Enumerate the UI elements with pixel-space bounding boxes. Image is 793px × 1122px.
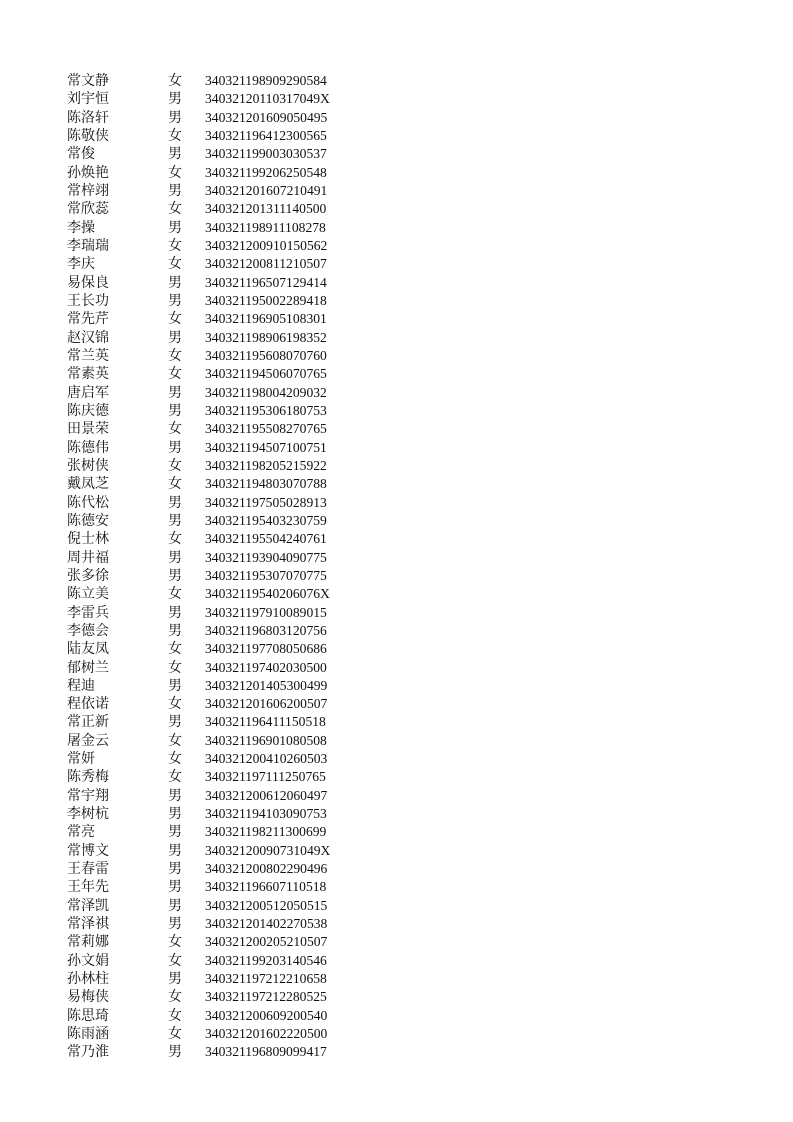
person-name: 李瑞瑞 <box>67 237 109 254</box>
person-gender: 男 <box>168 182 182 199</box>
person-id-number: 340321195504240761 <box>205 531 327 547</box>
person-name: 常文静 <box>67 73 109 89</box>
person-gender: 女 <box>168 531 182 548</box>
person-name: 周井福 <box>67 549 109 566</box>
person-name: 陈庆德 <box>67 402 109 419</box>
person-id-number: 340321201602220500 <box>205 1026 328 1042</box>
person-name: 郁树兰 <box>67 659 109 676</box>
person-name: 李庆 <box>67 256 95 273</box>
person-gender: 女 <box>168 1007 182 1024</box>
person-id-number: 340321194103090753 <box>205 806 327 822</box>
person-gender: 女 <box>168 586 182 603</box>
person-id-number: 340321199206250548 <box>205 164 327 180</box>
person-gender: 男 <box>168 512 182 529</box>
person-id-number: 340321200802290496 <box>205 861 328 877</box>
person-id-number: 340321201311140500 <box>205 201 327 217</box>
person-gender: 男 <box>168 677 182 694</box>
person-gender: 女 <box>168 256 182 273</box>
person-name: 刘宇恒 <box>67 91 109 108</box>
person-gender: 男 <box>168 439 182 456</box>
person-gender: 男 <box>168 567 182 584</box>
person-name: 易梅侠 <box>67 989 109 1006</box>
person-id-number: 340321198004209032 <box>205 384 327 400</box>
person-name: 张多徐 <box>67 567 109 584</box>
person-gender: 男 <box>168 787 182 804</box>
person-gender: 男 <box>168 971 182 988</box>
person-gender: 男 <box>168 916 182 933</box>
person-name: 常泽祺 <box>67 916 109 933</box>
person-id-number: 340321197111250765 <box>205 769 326 785</box>
person-gender: 男 <box>168 842 182 859</box>
person-gender: 男 <box>168 109 182 126</box>
person-id-number: 340321194507100751 <box>205 439 327 455</box>
person-name: 常宇翔 <box>67 787 109 804</box>
person-gender: 女 <box>168 732 182 749</box>
person-id-number: 340321201607210491 <box>205 182 328 198</box>
person-id-number: 340321200910150562 <box>205 237 328 253</box>
person-gender: 女 <box>168 769 182 786</box>
person-name: 张树侠 <box>67 457 109 474</box>
person-id-number: 340321195002289418 <box>205 292 327 308</box>
person-id-number: 340321196809099417 <box>205 1044 327 1060</box>
person-name: 陈德伟 <box>67 439 109 456</box>
person-id-number: 340321196411150518 <box>205 714 326 730</box>
person-gender: 女 <box>168 934 182 951</box>
person-id-number: 340321197910089015 <box>205 604 327 620</box>
person-id-number: 340321201402270538 <box>205 916 328 932</box>
person-id-number: 340321196803120756 <box>205 622 327 638</box>
person-id-number: 340321201405300499 <box>205 677 328 693</box>
person-id-number: 340321197505028913 <box>205 494 327 510</box>
person-name: 陈立美 <box>67 586 109 603</box>
person-id-number: 340321195608070760 <box>205 347 327 363</box>
person-gender: 男 <box>168 274 182 291</box>
person-id-number: 340321193904090775 <box>205 549 327 565</box>
person-gender: 女 <box>168 1026 182 1043</box>
person-gender: 男 <box>168 329 182 346</box>
person-gender: 女 <box>168 237 182 254</box>
person-name: 孙焕艳 <box>67 164 109 181</box>
person-gender: 男 <box>168 824 182 841</box>
person-name: 陈代松 <box>67 494 109 511</box>
person-gender: 男 <box>168 806 182 823</box>
person-name: 陈秀梅 <box>67 769 109 786</box>
person-id-number: 340321196901080508 <box>205 732 327 748</box>
person-id-number: 340321198906198352 <box>205 329 327 345</box>
person-name: 李雷兵 <box>67 604 109 621</box>
person-id-number: 340321195508270765 <box>205 421 327 437</box>
person-name: 倪士林 <box>67 531 109 548</box>
person-name: 田景荣 <box>67 421 109 438</box>
person-gender: 男 <box>168 494 182 511</box>
person-gender: 女 <box>168 311 182 328</box>
person-id-number: 340321201609050495 <box>205 109 328 125</box>
person-gender: 男 <box>168 384 182 401</box>
person-gender: 女 <box>168 476 182 493</box>
person-name: 常亮 <box>67 824 95 841</box>
person-gender: 女 <box>168 751 182 768</box>
person-gender: 女 <box>168 641 182 658</box>
person-gender: 男 <box>168 622 182 639</box>
person-gender: 女 <box>168 457 182 474</box>
person-id-number: 340321200609200540 <box>205 1007 328 1023</box>
person-gender: 男 <box>168 897 182 914</box>
person-name: 常正新 <box>67 714 109 731</box>
person-id-number: 340321199003030537 <box>205 146 327 162</box>
person-name: 李树杭 <box>67 806 109 823</box>
person-id-number: 340321200811210507 <box>205 256 327 272</box>
person-name: 陈敬侠 <box>67 127 109 144</box>
person-gender: 女 <box>168 73 182 89</box>
person-name: 王春雷 <box>67 861 109 878</box>
person-id-number: 34032120090731049X <box>205 842 331 858</box>
person-id-number: 340321199203140546 <box>205 952 327 968</box>
person-gender: 男 <box>168 549 182 566</box>
person-name: 赵汉锦 <box>67 329 109 346</box>
person-id-number: 340321200512050515 <box>205 897 328 913</box>
person-gender: 男 <box>168 292 182 309</box>
person-gender: 男 <box>168 879 182 896</box>
person-name: 唐启军 <box>67 384 109 401</box>
person-name: 孙文娟 <box>67 952 109 969</box>
person-id-number: 340321197402030500 <box>205 659 327 675</box>
person-name: 李操 <box>67 219 95 236</box>
person-id-number: 340321196507129414 <box>205 274 327 290</box>
person-gender: 男 <box>168 1044 182 1061</box>
person-name: 常欣蕊 <box>67 201 109 218</box>
person-name: 王年先 <box>67 879 109 896</box>
person-id-number: 340321196607110518 <box>205 879 327 895</box>
person-id-number: 340321195306180753 <box>205 402 327 418</box>
person-id-number: 340321197212280525 <box>205 989 327 1005</box>
person-name: 陈德安 <box>67 512 109 529</box>
person-id-number: 340321194506070765 <box>205 366 327 382</box>
person-name: 程迪 <box>67 677 95 694</box>
person-name: 屠金云 <box>67 732 109 749</box>
person-name: 常乃淮 <box>67 1044 109 1061</box>
person-name: 常莉娜 <box>67 934 109 951</box>
person-gender: 女 <box>168 164 182 181</box>
person-id-number: 340321198205215922 <box>205 457 327 473</box>
person-gender: 女 <box>168 347 182 364</box>
person-gender: 男 <box>168 219 182 236</box>
person-id-number: 34032119540206076X <box>205 586 330 602</box>
person-name: 程依诺 <box>67 696 109 713</box>
person-id-number: 340321198211300699 <box>205 824 327 840</box>
person-gender: 女 <box>168 989 182 1006</box>
person-id-number: 340321196905108301 <box>205 311 327 327</box>
person-name: 常兰英 <box>67 347 109 364</box>
person-gender: 女 <box>168 659 182 676</box>
person-gender: 女 <box>168 696 182 713</box>
person-gender: 男 <box>168 861 182 878</box>
person-name: 常梓翊 <box>67 182 109 199</box>
person-name: 陈思琦 <box>67 1007 109 1024</box>
person-name: 常素英 <box>67 366 109 383</box>
person-name: 常先芹 <box>67 311 109 328</box>
person-name: 李德会 <box>67 622 109 639</box>
person-name: 常泽凯 <box>67 897 109 914</box>
person-name: 陈洛轩 <box>67 109 109 126</box>
person-id-number: 340321200612060497 <box>205 787 328 803</box>
person-gender: 男 <box>168 91 182 108</box>
person-name: 常妍 <box>67 751 95 768</box>
person-name: 陆友凤 <box>67 641 109 658</box>
person-id-number: 340321200205210507 <box>205 934 328 950</box>
person-id-number: 340321201606200507 <box>205 696 328 712</box>
person-name: 戴凤芝 <box>67 476 109 493</box>
person-name: 易保良 <box>67 274 109 291</box>
person-gender: 女 <box>168 952 182 969</box>
person-gender: 男 <box>168 714 182 731</box>
person-id-number: 340321196412300565 <box>205 127 327 143</box>
person-name: 陈雨涵 <box>67 1026 109 1043</box>
person-gender: 女 <box>168 201 182 218</box>
person-id-number: 340321198909290584 <box>205 73 327 88</box>
person-id-number: 340321195307070775 <box>205 567 327 583</box>
person-name: 孙林柱 <box>67 971 109 988</box>
person-id-number: 340321194803070788 <box>205 476 327 492</box>
person-id-number: 340321197212210658 <box>205 971 327 987</box>
person-gender: 男 <box>168 604 182 621</box>
person-gender: 男 <box>168 402 182 419</box>
person-id-number: 34032120110317049X <box>205 91 330 107</box>
person-gender: 女 <box>168 366 182 383</box>
person-id-number: 340321195403230759 <box>205 512 327 528</box>
person-gender: 男 <box>168 146 182 163</box>
person-id-number: 340321200410260503 <box>205 751 328 767</box>
person-name: 常俊 <box>67 146 95 163</box>
person-name: 常博文 <box>67 842 109 859</box>
person-id-number: 340321198911108278 <box>205 219 326 235</box>
person-name: 王长功 <box>67 292 109 309</box>
person-id-number: 340321197708050686 <box>205 641 327 657</box>
person-gender: 女 <box>168 127 182 144</box>
person-gender: 女 <box>168 421 182 438</box>
